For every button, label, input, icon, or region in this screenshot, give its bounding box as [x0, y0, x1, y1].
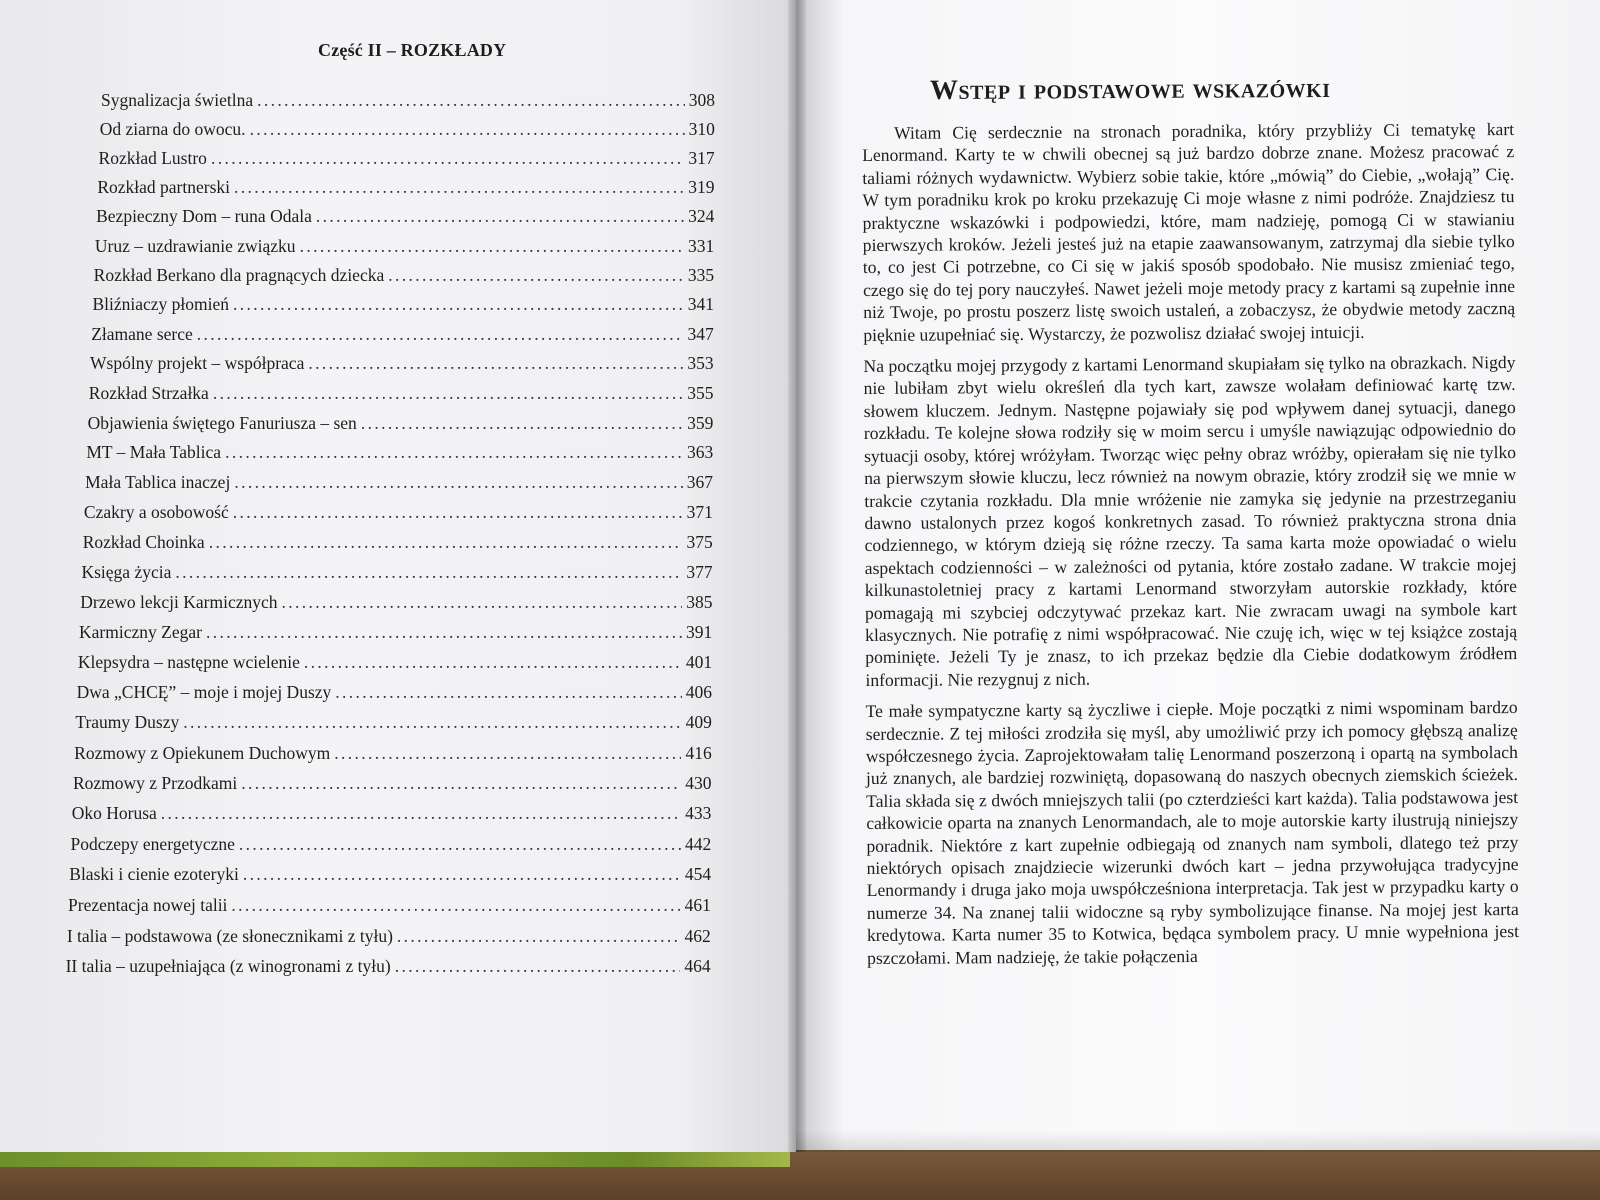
toc-entry-title: Sygnalizacja świetlna — [101, 90, 254, 110]
toc-entry-page: 409 — [685, 712, 712, 733]
toc-entry — [72, 803, 712, 824]
toc-leader-dots — [197, 324, 684, 345]
toc-entry — [73, 773, 712, 794]
toc-leader-dots — [225, 442, 683, 463]
toc-entry-page: 310 — [688, 119, 715, 140]
toc-entry-page: 462 — [684, 925, 711, 946]
toc-entry-page: 406 — [685, 682, 712, 702]
toc-entry-page: 355 — [687, 383, 714, 403]
toc-entry-page: 308 — [688, 90, 715, 110]
toc-entry-page: 347 — [687, 323, 714, 344]
toc-entry — [99, 148, 715, 169]
toc-entry-title: Dwa „CHCĘ” – moje i mojej Duszy — [76, 682, 332, 702]
left-page — [0, 0, 796, 1152]
toc-entry-page: 454 — [684, 864, 712, 885]
toc-entry-title: Drzewo lekcji Karmicznych — [80, 591, 278, 612]
toc-entry-page: 359 — [687, 412, 714, 433]
toc-entry-title: Księga życia — [81, 561, 172, 582]
toc-entry-page: 433 — [685, 803, 712, 824]
toc-entry-page: 341 — [687, 294, 714, 315]
toc-entry — [81, 562, 712, 583]
toc-leader-dots — [234, 472, 682, 493]
toc-leader-dots — [257, 90, 685, 111]
toc-leader-dots — [243, 864, 681, 885]
toc-entry — [92, 294, 713, 315]
toc-leader-dots — [241, 773, 681, 794]
toc-entry-page: 319 — [688, 177, 715, 198]
toc-entry — [80, 592, 712, 613]
toc-entry-title: Objawienia świętego Fanuriusza – sen — [87, 412, 357, 433]
toc-entry-title: Wspólny projekt – współpraca — [90, 353, 305, 374]
toc-entry — [84, 502, 713, 523]
toc-entry — [95, 236, 714, 257]
book-spine — [788, 0, 806, 1152]
table-of-contents — [0, 0, 790, 1000]
paragraph-1: Witam Cię serdecznie na stronach poradnika, który przybliży Ci tematykę kart Lenormand. Karty te w chwili obecnej są już bardzo dobrze znane. Możesz pracować z taliami różnych wydawnictw. Wybierz sobie takie, które „mówią” do Ciebie, „wołają” Cię. W tym poradniku krok po kroku przekazuję Ci moje własne z nimi podróże. Znajdziesz tu praktyczne wskazówki i podpowiedzi, które, mam nadzieję, pomogą Ci w stawianiu pierwszych kroków. Jeżeli jesteś już na etapie zaawansowanym, zatrzymaj dla siebie tylko to, co jest Ci potrzebne, co Ci się w jakiś sposób spodobało. Nie musisz zmieniać tego, czego się do tej pory nauczyłeś. Nawet jeżeli moje metody pracy z kartami są zupełnie inne niż Twoje, po prostu poszerz listę swoich ustaleń, a zobaczysz, że obydwie metody zaczną pięknie uzupełniać się. Wystarczy, że pozwolisz działać swojej intuicji. — [862, 119, 1516, 345]
toc-entry-title: Klepsydra – następne wcielenie — [77, 651, 300, 672]
toc-entry-page: 371 — [686, 501, 713, 522]
toc-entry — [71, 834, 712, 855]
toc-entry — [101, 90, 715, 111]
toc-entry-page: 461 — [684, 894, 711, 915]
toc-leader-dots — [300, 236, 684, 257]
toc-entry-title: Rozkład partnerski — [97, 177, 230, 198]
paragraph-2: Na początku mojej przygody z kartami Lenormand skupiałam się tylko na obrazkach. Nigdy nie lubiłam zbyt wielu określeń dla tych kart, zawsze wolałam definiować kartę tzw. słowem kluczem. Jednym. Następne pojawiały się pod wpływem danej sytuacji, danego rozkładu. Te kolejne słowa rodziły się w moim sercu i umyśle nawiązując odpowiednio do sytuacji osoby, której wróżyłam. Tworząc więc pełny obraz wróżby, opierałam się nie tylko na pierwszym słowie kluczu, lecz również na nowym obrazie, który zrodził się we mnie w trakcie czytania rozkładu. Dla mnie wróżenie nie zamyka się jedynie na przestrzeganiu dawno ustalonych przez kogoś konkretnych zasad. To również praktyczna strona dnia codziennego, w którym dzieją się różne rzeczy. Ta sama karta może opowiadać o wielu aspektach codzienności – w zależności od pytania, które zostało zadane. W trakcie mojej kilkunastoletniej pracy z kartami Lenormand stworzyłam autorskie rozkłady, które pomagają mi szybciej odczytywać przekaz kart. Nie zwracam uwagi na symbole kart klasycznych. Nie potrafię z nimi współpracować. Nie czuję ich, więc w tej książce zostają pominięte. Jeżeli Ty je znasz, to ich przekaz będzie dla Ciebie dodatkowym źródłem informacji. Nie rezygnuj z nich. — [863, 352, 1518, 690]
toc-leader-dots — [397, 926, 681, 947]
toc-entry-title: Karmiczny Zegar — [79, 621, 202, 642]
toc-entry — [97, 177, 714, 198]
toc-entry-page: 391 — [686, 621, 713, 642]
toc-entry-page: 317 — [688, 148, 715, 169]
toc-leader-dots — [335, 682, 681, 703]
toc-entry-title: Czakry a osobowość — [83, 501, 229, 522]
toc-leader-dots — [282, 592, 683, 613]
toc-entry-page: 430 — [685, 772, 712, 793]
toc-leader-dots — [161, 803, 681, 824]
toc-entry-title: Mała Tablica inaczej — [85, 472, 231, 493]
toc-entry — [68, 895, 711, 916]
toc-entry-page: 367 — [686, 472, 714, 493]
chapter-body — [862, 118, 1519, 978]
toc-entry-page: 416 — [685, 742, 712, 763]
toc-entry-title: Blaski i cienie ezoteryki — [69, 864, 239, 885]
toc-entry — [94, 265, 714, 286]
toc-leader-dots — [388, 265, 684, 286]
page-shadow — [796, 1130, 1600, 1152]
toc-entry-title: Rozmowy z Przodkami — [72, 772, 238, 793]
toc-entry-page: 442 — [685, 833, 712, 854]
toc-leader-dots — [334, 743, 681, 764]
toc-entry-title: Bezpieczny Dom – runa Odala — [96, 206, 312, 227]
toc-entry — [78, 652, 712, 673]
toc-leader-dots — [211, 148, 684, 169]
toc-leader-dots — [175, 562, 682, 583]
toc-entry-title: Prezentacja nowej talii — [68, 894, 228, 915]
toc-entry — [77, 682, 712, 703]
toc-entry-title: Rozkład Strzałka — [88, 383, 209, 403]
toc-entry-title: Bliźniaczy płomień — [92, 294, 230, 315]
toc-entry — [91, 324, 714, 345]
toc-leader-dots — [213, 383, 683, 404]
toc-leader-dots — [233, 294, 684, 315]
toc-entry — [69, 864, 711, 885]
toc-entry — [67, 926, 711, 947]
chapter-title: Wstęp i podstawowe wskazówki — [929, 72, 1331, 107]
toc-leader-dots — [361, 413, 683, 434]
toc-leader-dots — [209, 532, 683, 553]
toc-entry — [75, 712, 711, 733]
toc-entry-page: 375 — [686, 531, 713, 552]
toc-leader-dots — [233, 502, 683, 523]
toc-leader-dots — [234, 177, 684, 198]
toc-entry-title: Rozkład Choinka — [82, 531, 205, 552]
toc-entry-page: 385 — [686, 591, 713, 612]
toc-entry-title: I talia – podstawowa (ze słonecznikami z tyłu) — [66, 925, 393, 946]
toc-entry — [89, 383, 714, 404]
toc-entry-title: Rozkład Lustro — [98, 148, 207, 169]
toc-entry-title: Oko Horusa — [71, 803, 157, 824]
toc-entry-title: Traumy Duszy — [75, 712, 180, 733]
toc-leader-dots — [183, 712, 681, 733]
toc-entry-title: Uruz – uzdrawianie związku — [94, 235, 296, 256]
toc-entry — [96, 206, 714, 227]
toc-entry-title: Rozmowy z Opiekunem Duchowym — [74, 742, 331, 763]
toc-leader-dots — [308, 353, 683, 374]
toc-entry-title: Od ziarna do owocu. — [99, 119, 246, 140]
toc-entry-page: 335 — [687, 265, 715, 286]
toc-entry-title: MT – Mała Tablica — [86, 442, 222, 463]
paragraph-3: Te małe sympatyczne karty są życzliwe i ciepłe. Moje początki z nimi wspominam bardzo serdecznie. Z tej miłości zrodziła się myśl, aby umożliwić przy ich pomocy głębszą analizę współczesnego życia. Zaprojektowałam talię Lenormand poszerzoną i opartą na symbolach już znanych, ale bardziej rozwiniętą, dopasowaną do naszych obecnych ziemskich ścieżek. Talia składa się z dwóch mniejszych talii (po czterdzieści kart każda). Talia podstawowa jest całkowicie oparta na znanych Lenormandach, ale to moje autorskie karty ilustrują niniejszy poradnik. Niektóre z kart zupełnie odbiegają od znanych nam symboli, dlatego też przy niektórych opisach znajdziecie wizerunki dwóch kart – jedna przywołująca tradycyjne Lenormandy i druga jako moja uwspółcześniona interpretacja. Tak jest w przypadku karty o numerze 34. Na znanej talii widoczne są ryby symbolizujące finanse. Na mojej jest karta kredytowa. Karta numer 35 to Kotwica, będąca symbolem pracy. U mnie wypełniona jest pszczołami. Mam nadzieję, że takie połączenia — [865, 697, 1520, 968]
toc-entry-page: 401 — [685, 651, 713, 672]
toc-entry — [83, 532, 713, 553]
toc-entry — [79, 622, 712, 643]
toc-entry-title: Rozkład Berkano dla pragnących dziecka — [93, 265, 385, 286]
toc-entry — [88, 413, 714, 434]
toc-leader-dots — [231, 895, 680, 916]
toc-leader-dots — [316, 206, 684, 227]
toc-entry-page: 331 — [687, 235, 715, 256]
toc-leader-dots — [250, 119, 685, 140]
toc-leader-dots — [239, 834, 681, 855]
toc-entry — [66, 956, 711, 977]
toc-entry-page: 464 — [684, 956, 711, 977]
part-header: Część II – ROZKŁADY — [318, 40, 507, 60]
toc-entry-page: 363 — [686, 442, 714, 463]
toc-entry-page: 377 — [686, 561, 713, 582]
toc-entry — [74, 743, 712, 764]
toc-entry-title: Złamane serce — [91, 323, 193, 344]
toc-leader-dots — [395, 956, 681, 977]
toc-entry — [100, 119, 715, 140]
toc-entry-title: Podczepy energetyczne — [70, 833, 235, 854]
toc-entry — [86, 442, 713, 463]
toc-entry-page: 353 — [687, 353, 714, 374]
toc-leader-dots — [206, 622, 682, 643]
toc-entry — [90, 353, 714, 374]
toc-entry-page: 324 — [688, 206, 715, 227]
toc-leader-dots — [304, 652, 682, 673]
toc-entry — [85, 472, 713, 493]
toc-entry-title: II talia – uzupełniająca (z winogronami z tyłu) — [65, 956, 391, 977]
